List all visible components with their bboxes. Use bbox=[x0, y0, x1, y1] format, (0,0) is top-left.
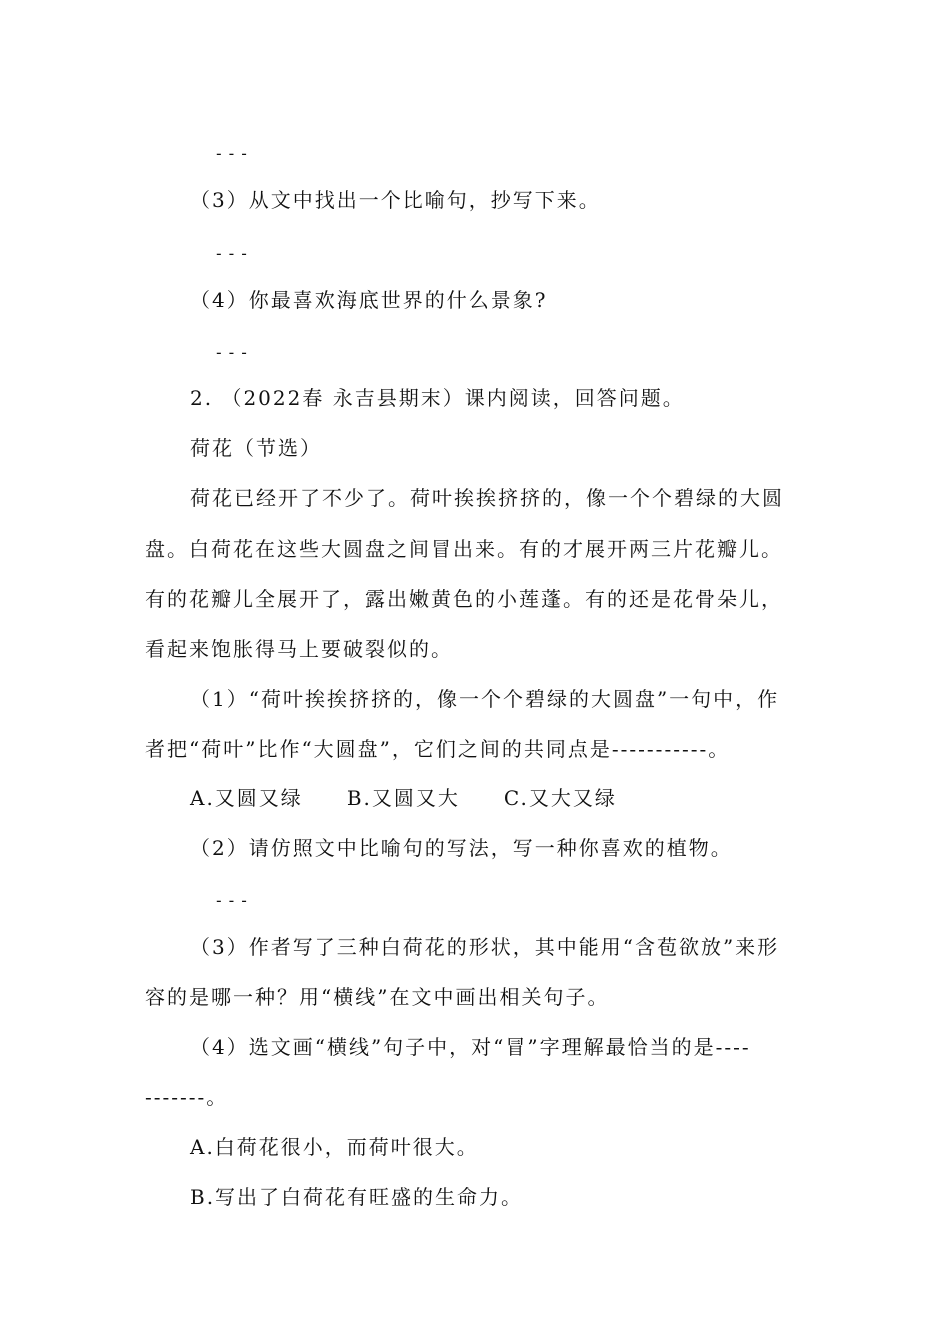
option-b: B.又圆又大 bbox=[346, 786, 460, 810]
s2-question-1-cont: 者把“荷叶”比作“大圆盘”，它们之间的共同点是-----------。 bbox=[145, 737, 731, 761]
option-c: C.又大又绿 bbox=[503, 786, 617, 810]
section-2-title: 2. （2022春 永吉县期末）课内阅读，回答问题。 bbox=[190, 386, 685, 410]
answer-blank: --- bbox=[214, 343, 252, 362]
passage-line: 看起来饱胀得马上要破裂似的。 bbox=[145, 637, 453, 661]
s2-question-4: （4）选文画“横线”句子中，对“冒”字理解最恰当的是---- bbox=[190, 1035, 751, 1059]
passage-line: 有的花瓣儿全展开了，露出嫩黄色的小莲蓬。有的还是花骨朵儿， bbox=[145, 587, 783, 611]
passage-title: 荷花（节选） bbox=[190, 436, 322, 460]
answer-blank: --- bbox=[214, 891, 252, 910]
answer-blank: --- bbox=[214, 244, 252, 263]
s2-question-3-cont: 容的是哪一种？用“横线”在文中画出相关句子。 bbox=[145, 985, 610, 1009]
passage-line: 盘。白荷花在这些大圆盘之间冒出来。有的才展开两三片花瓣儿。 bbox=[145, 537, 783, 561]
s2-question-4-cont: -------。 bbox=[145, 1085, 229, 1109]
s2-question-3: （3）作者写了三种白荷花的形状，其中能用“含苞欲放”来形 bbox=[190, 935, 780, 959]
s2-question-4-option-b: B.写出了白荷花有旺盛的生命力。 bbox=[190, 1185, 524, 1209]
answer-blank: --- bbox=[214, 144, 252, 163]
s2-question-1-options bbox=[190, 784, 617, 812]
s2-question-4-option-a: A.白荷花很小，而荷叶很大。 bbox=[190, 1135, 479, 1159]
option-a: A.又圆又绿 bbox=[190, 786, 303, 810]
s2-question-2: （2）请仿照文中比喻句的写法，写一种你喜欢的植物。 bbox=[190, 836, 733, 860]
s2-question-1: （1）“荷叶挨挨挤挤的，像一个个碧绿的大圆盘”一句中，作 bbox=[190, 687, 780, 711]
question-3: （3）从文中找出一个比喻句，抄写下来。 bbox=[190, 188, 601, 212]
question-4: （4）你最喜欢海底世界的什么景象? bbox=[190, 288, 548, 312]
passage-line: 荷花已经开了不少了。荷叶挨挨挤挤的，像一个个碧绿的大圆 bbox=[190, 486, 784, 510]
